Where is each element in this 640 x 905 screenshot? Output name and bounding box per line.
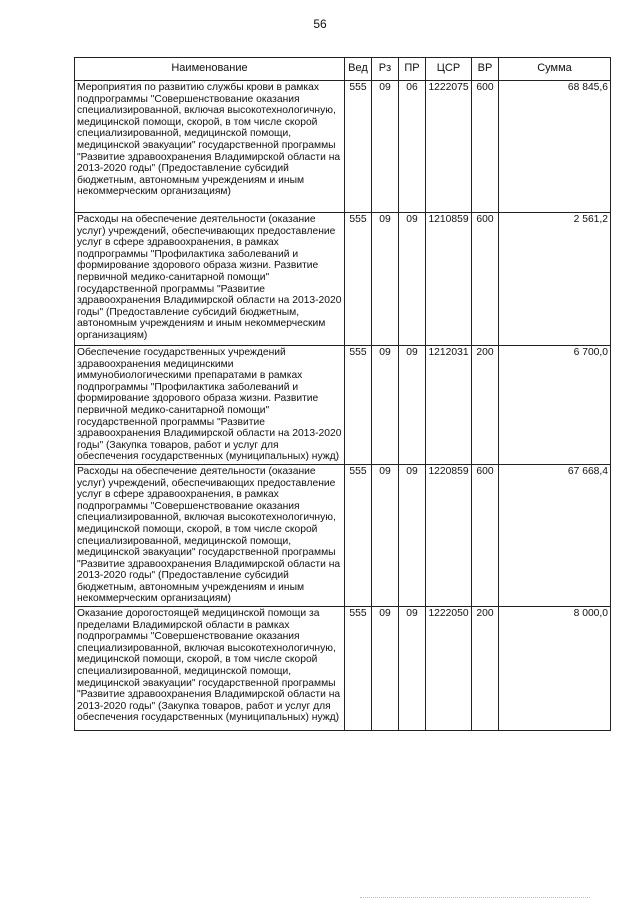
row-ved: 555 [345, 346, 372, 465]
table-row [75, 213, 611, 346]
row-sum: 67 668,4 [499, 464, 611, 606]
row-pr: 06 [399, 81, 426, 213]
row-vr: 200 [472, 607, 499, 731]
row-name: Оказание дорогостоящей медицинской помощи за пределами Владимирской области в рамках подпрограммы "Совершенствование оказания специализированной, включая высокотехнологичную, медицинской помощи, скорой, в том числе скорой специализированной, медицинской помощи, медицинской эвакуации" государственной программы "Развитие здравоохранения Владимирской области на 2013-2020 годы" (Закупка товаров, работ и услуг для обеспечения государственных (муниципальных) нужд) [75, 607, 345, 731]
row-ved: 555 [345, 213, 372, 346]
row-name: Расходы на обеспечение деятельности (оказание услуг) учреждений, обеспечивающих предоставление услуг в сфере здравоохранения, в рамках подпрограммы "Совершенствование оказания специализированной, включая высокотехнологичную, медицинской помощи, скорой, в том числе скорой специализированной, медицинской помощи, медицинской эвакуации" государственной программы "Развитие здравоохранения Владимирской области на 2013-2020 годы" (Предоставление субсидий бюджетным, автономным учреждениям и иным некоммерческим организациям) [75, 464, 345, 606]
table-header-row [75, 58, 611, 81]
row-vr: 600 [472, 81, 499, 213]
row-vr: 200 [472, 346, 499, 465]
row-csr: 1220859 [426, 464, 472, 606]
row-sum: 68 845,6 [499, 81, 611, 213]
row-pr: 09 [399, 464, 426, 606]
table-row [75, 607, 611, 731]
header-sum: Сумма [499, 58, 611, 81]
header-name: Наименование [75, 58, 345, 81]
row-csr: 1212031 [426, 346, 472, 465]
row-name: Мероприятия по развитию службы крови в рамках подпрограммы "Совершенствование оказания специализированной, включая высокотехнологичную, медицинской помощи, скорой, в том числе скорой специализированной, медицинской помощи, медицинской эвакуации" государственной программы "Развитие здравоохранения Владимирской области на 2013-2020 годы" (Предоставление субсидий бюджетным, автономным учреждениям и иным некоммерческим организациям) [75, 81, 345, 213]
row-csr: 1222075 [426, 81, 472, 213]
row-rz: 09 [372, 81, 399, 213]
footer-divider [360, 897, 590, 898]
budget-table [74, 57, 611, 731]
row-csr: 1222050 [426, 607, 472, 731]
header-pr: ПР [399, 58, 426, 81]
row-pr: 09 [399, 346, 426, 465]
row-name: Расходы на обеспечение деятельности (оказание услуг) учреждений, обеспечивающих предоставление услуг в сфере здравоохранения, в рамках подпрограммы "Профилактика заболеваний и формирование здорового образа жизни. Развитие первичной медико-санитарной помощи" государственной программы "Развитие здравоохранения Владимирской области на 2013-2020 годы" (Предоставление субсидий бюджетным, автономным учреждениям и иным некоммерческим организациям) [75, 213, 345, 346]
row-rz: 09 [372, 464, 399, 606]
row-rz: 09 [372, 213, 399, 346]
row-vr: 600 [472, 213, 499, 346]
header-ved: Вед [345, 58, 372, 81]
row-sum: 6 700,0 [499, 346, 611, 465]
row-ved: 555 [345, 81, 372, 213]
header-rz: Рз [372, 58, 399, 81]
row-name: Обеспечение государственных учреждений здравоохранения медицинскими иммунобиологическими препаратами в рамках подпрограммы "Профилактика заболеваний и формирование здорового образа жизни. Развитие первичной медико-санитарной помощи" государственной программы "Развитие здравоохранения Владимирской области на 2013-2020 годы" (Закупка товаров, работ и услуг для обеспечения государственных (муниципальных) нужд) [75, 346, 345, 465]
table-row [75, 464, 611, 606]
header-vr: ВР [472, 58, 499, 81]
header-csr: ЦСР [426, 58, 472, 81]
table-row [75, 81, 611, 213]
row-ved: 555 [345, 607, 372, 731]
page-number: 56 [313, 17, 327, 31]
row-rz: 09 [372, 607, 399, 731]
row-pr: 09 [399, 213, 426, 346]
row-csr: 1210859 [426, 213, 472, 346]
row-ved: 555 [345, 464, 372, 606]
row-pr: 09 [399, 607, 426, 731]
row-sum: 2 561,2 [499, 213, 611, 346]
row-vr: 600 [472, 464, 499, 606]
row-rz: 09 [372, 346, 399, 465]
row-sum: 8 000,0 [499, 607, 611, 731]
table-row [75, 346, 611, 465]
